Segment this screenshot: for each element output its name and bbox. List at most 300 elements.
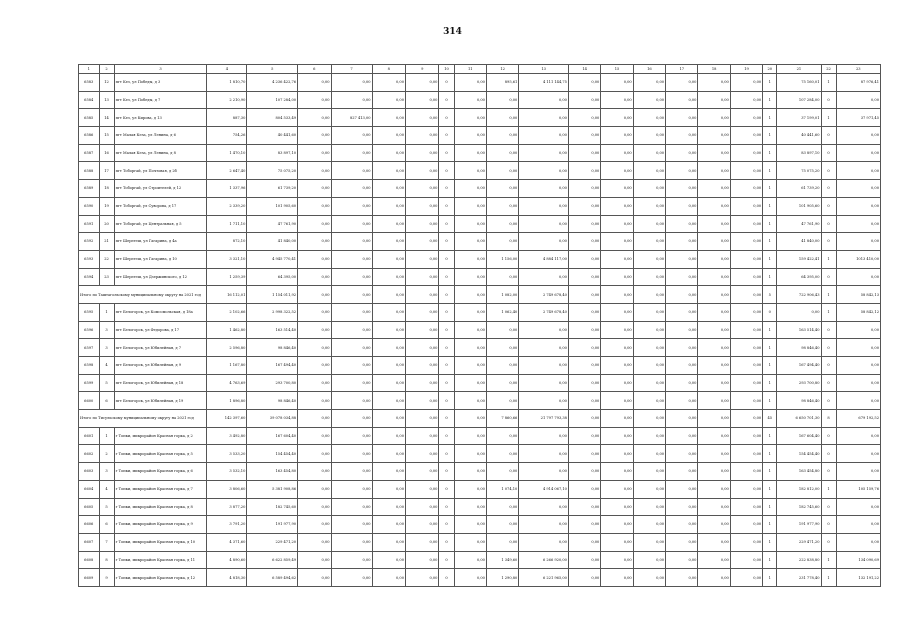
table-cell: 0,00 — [298, 445, 331, 463]
table-cell: 8 — [99, 551, 114, 569]
table-cell: 0,00 — [406, 374, 439, 392]
table-cell: 0,00 — [601, 74, 633, 92]
table-cell: 6602 — [79, 445, 100, 463]
table-cell: 0,00 — [486, 392, 518, 410]
table-cell: 0,00 — [777, 303, 821, 321]
table-cell: 0,00 — [406, 357, 439, 375]
table-cell: 159 422,41 — [777, 250, 821, 268]
address-cell: пгт Кез, ул Победы, д 3 — [114, 74, 207, 92]
total-cell: 21 797 793,38 — [519, 410, 569, 428]
table-cell: 0,00 — [568, 533, 600, 551]
table-cell: 0,00 — [601, 250, 633, 268]
table-cell: 0,00 — [298, 498, 331, 516]
table-cell: 64 395,00 — [247, 268, 298, 286]
table-cell: 0,00 — [372, 74, 405, 92]
table-cell: 0 — [821, 321, 836, 339]
table-cell: 0,00 — [698, 374, 730, 392]
table-cell: 0,00 — [666, 197, 698, 215]
table-cell: 2 — [99, 445, 114, 463]
table-cell: 0,00 — [601, 303, 633, 321]
table-cell: 0,00 — [633, 180, 665, 198]
table-cell: 4 371,60 — [207, 533, 247, 551]
table-cell: 0,00 — [836, 427, 880, 445]
table-cell: 0,00 — [519, 91, 569, 109]
table-cell: 0,00 — [519, 516, 569, 534]
table-cell: 0,00 — [698, 197, 730, 215]
table-cell: 107 284,00 — [247, 91, 298, 109]
table-cell: 182 745,60 — [247, 498, 298, 516]
total-cell: 0 — [439, 410, 454, 428]
table-cell: 0,00 — [601, 357, 633, 375]
table-cell: 1 — [821, 569, 836, 587]
table-cell: 0,00 — [298, 250, 331, 268]
table-cell: 0 — [821, 498, 836, 516]
table-cell: 64 395,00 — [777, 268, 821, 286]
table-cell: 6 622 859,49 — [247, 551, 298, 569]
table-cell: 3 — [99, 321, 114, 339]
table-row — [79, 74, 881, 92]
table-cell: 0,00 — [568, 127, 600, 145]
table-cell: 6594 — [79, 268, 100, 286]
table-cell: 4 — [99, 357, 114, 375]
table-cell: 0,00 — [519, 215, 569, 233]
table-cell: 0,00 — [568, 109, 600, 127]
table-cell: 0,00 — [486, 445, 518, 463]
table-cell: 0,00 — [601, 480, 633, 498]
table-cell: 0,00 — [454, 180, 486, 198]
table-cell: 0 — [439, 233, 454, 251]
table-cell: 0,00 — [730, 533, 762, 551]
table-cell: 0,00 — [666, 463, 698, 481]
table-cell: 0 — [439, 215, 454, 233]
table-row — [79, 480, 881, 498]
table-cell: 0,00 — [568, 321, 600, 339]
address-cell: г Топки, микрорайон Красная горка, д 9 — [114, 516, 207, 534]
table-cell: 0,00 — [601, 427, 633, 445]
table-cell: 6596 — [79, 321, 100, 339]
table-cell: 0,00 — [568, 374, 600, 392]
table-cell: 0,00 — [519, 374, 569, 392]
table-cell: 1 — [763, 374, 777, 392]
table-cell: 0,00 — [568, 74, 600, 92]
table-cell: 0,00 — [486, 498, 518, 516]
table-cell: 0,00 — [372, 392, 405, 410]
table-row — [79, 357, 881, 375]
table-cell: 0,00 — [568, 480, 600, 498]
table-cell: 0 — [821, 374, 836, 392]
table-cell: 0,00 — [698, 250, 730, 268]
table-cell: 0,00 — [486, 127, 518, 145]
table-cell: 0,00 — [454, 480, 486, 498]
table-cell: 0,00 — [331, 480, 372, 498]
table-cell: 0,00 — [331, 498, 372, 516]
table-cell: 0,00 — [454, 144, 486, 162]
table-cell: 15 — [99, 127, 114, 145]
table-cell: 0,00 — [298, 303, 331, 321]
table-cell: 0 — [821, 339, 836, 357]
table-cell: 0,00 — [601, 551, 633, 569]
table-cell: 0,00 — [568, 498, 600, 516]
table-cell: 0 — [439, 463, 454, 481]
table-cell: 0,00 — [331, 374, 372, 392]
table-cell: 827 413,00 — [331, 109, 372, 127]
table-cell: 0,00 — [698, 392, 730, 410]
table-cell: 1 — [763, 91, 777, 109]
table-cell: 0,00 — [666, 516, 698, 534]
table-cell: 0 — [763, 303, 777, 321]
table-cell: 872,10 — [207, 233, 247, 251]
table-cell: 887,30 — [207, 109, 247, 127]
table-cell: 1 — [763, 498, 777, 516]
table-cell: 0,00 — [454, 162, 486, 180]
total-cell: 0,00 — [454, 286, 486, 304]
table-row — [79, 91, 881, 109]
total-cell: 0,00 — [298, 286, 331, 304]
table-cell: 3 — [99, 339, 114, 357]
column-number-header: 11 — [454, 65, 486, 74]
table-cell: 0,00 — [698, 233, 730, 251]
table-cell: 0,00 — [331, 339, 372, 357]
total-cell: 0,00 — [406, 286, 439, 304]
table-cell: 0,00 — [568, 516, 600, 534]
table-cell: 0,00 — [372, 569, 405, 587]
table-cell: 0,00 — [406, 480, 439, 498]
table-cell: 0,00 — [331, 180, 372, 198]
address-cell: пгт Шерегеш, ул Гагарина, д 10 — [114, 250, 207, 268]
table-row — [79, 533, 881, 551]
table-cell: 182 745,60 — [777, 498, 821, 516]
table-cell: 0,00 — [454, 91, 486, 109]
table-cell: 0,00 — [372, 427, 405, 445]
table-cell: 4 945 770,41 — [247, 250, 298, 268]
table-cell: 0 — [439, 127, 454, 145]
table-cell: 229 471,20 — [777, 533, 821, 551]
table-cell: 0,00 — [454, 533, 486, 551]
table-cell: 1 — [763, 268, 777, 286]
table-cell: 0,00 — [698, 144, 730, 162]
total-cell: 0 — [439, 286, 454, 304]
table-cell: 0,00 — [698, 357, 730, 375]
table-cell: 0,00 — [298, 197, 331, 215]
table-cell: 1 — [763, 250, 777, 268]
column-number-header: 5 — [247, 65, 298, 74]
table-cell: 0,00 — [331, 74, 372, 92]
table-cell: 0,00 — [519, 339, 569, 357]
table-cell: 0,00 — [666, 569, 698, 587]
table-cell: 0,00 — [519, 144, 569, 162]
table-cell: 0,00 — [519, 321, 569, 339]
table-cell: 0 — [439, 339, 454, 357]
table-cell: 0,00 — [601, 321, 633, 339]
table-cell: 61 739,20 — [247, 180, 298, 198]
table-cell: 6 221 965,00 — [519, 569, 569, 587]
table-cell: 1 — [99, 427, 114, 445]
table-cell: 1 — [763, 74, 777, 92]
column-number-header: 18 — [698, 65, 730, 74]
address-cell: пгт Тоборгай, ул Суворова, д 17 — [114, 197, 207, 215]
table-row — [79, 463, 881, 481]
table-cell: 1 — [763, 569, 777, 587]
table-cell: 37 971,45 — [836, 109, 880, 127]
table-row — [79, 109, 881, 127]
table-cell: 0,00 — [633, 516, 665, 534]
table-cell: 0,00 — [406, 392, 439, 410]
table-cell: 0,00 — [633, 374, 665, 392]
table-row — [79, 197, 881, 215]
table-cell: 98 846,40 — [777, 392, 821, 410]
table-cell: 0,00 — [298, 569, 331, 587]
table-cell: 0,00 — [666, 551, 698, 569]
column-number-header: 22 — [821, 65, 836, 74]
table-cell: 4 890,60 — [207, 551, 247, 569]
table-cell: 0 — [439, 180, 454, 198]
table-cell: 0 — [439, 427, 454, 445]
total-cell: 6 650 701,30 — [777, 410, 821, 428]
table-row — [79, 127, 881, 145]
table-cell: 0,00 — [666, 339, 698, 357]
table-cell: 0,00 — [730, 233, 762, 251]
table-cell: 0,00 — [633, 127, 665, 145]
table-row — [79, 180, 881, 198]
table-cell: 0,00 — [331, 197, 372, 215]
table-cell: 16 — [99, 144, 114, 162]
address-cell: пгт Кез, ул Победы, д 7 — [114, 91, 207, 109]
table-cell: 98 846,40 — [247, 392, 298, 410]
table-cell: 0,00 — [601, 498, 633, 516]
table-cell: 75 160,01 — [777, 74, 821, 92]
table-cell: 0,00 — [331, 533, 372, 551]
table-cell: 0,00 — [730, 480, 762, 498]
table-cell: 47 761,90 — [247, 215, 298, 233]
table-row — [79, 445, 881, 463]
table-cell: 0,00 — [633, 215, 665, 233]
table-cell: 1 — [763, 392, 777, 410]
table-cell: 0,00 — [601, 215, 633, 233]
table-cell: 0,00 — [601, 144, 633, 162]
table-cell: 1 896,80 — [207, 392, 247, 410]
table-cell: 0,00 — [298, 551, 331, 569]
table-cell: 0,00 — [568, 215, 600, 233]
table-cell: 4 — [99, 480, 114, 498]
table-cell: 0 — [439, 374, 454, 392]
table-cell: 0,00 — [486, 144, 518, 162]
total-cell: 0,00 — [666, 410, 698, 428]
table-cell: 3 791,20 — [207, 516, 247, 534]
table-cell: 0 — [439, 516, 454, 534]
table-cell: 0,00 — [298, 180, 331, 198]
table-cell: 167 494,40 — [777, 357, 821, 375]
column-number-header: 3 — [114, 65, 207, 74]
table-row — [79, 339, 881, 357]
table-cell: 0,00 — [454, 357, 486, 375]
table-cell: 4 914 067,10 — [519, 480, 569, 498]
table-cell: 0,00 — [633, 250, 665, 268]
table-cell: 0,00 — [298, 357, 331, 375]
table-cell: 1 — [763, 516, 777, 534]
address-cell: пгт Тоборгай, ул Строителей, д 12 — [114, 180, 207, 198]
table-cell: 0,00 — [698, 569, 730, 587]
table-cell: 0 — [439, 445, 454, 463]
table-cell: 0,00 — [568, 551, 600, 569]
table-cell: 0,00 — [519, 463, 569, 481]
table-cell: 0,00 — [406, 180, 439, 198]
table-cell: 4 884 117,00 — [519, 250, 569, 268]
table-cell: 0,00 — [836, 215, 880, 233]
table-cell: 0,00 — [519, 127, 569, 145]
table-cell: 0,00 — [486, 162, 518, 180]
table-cell: 0,00 — [666, 445, 698, 463]
table-cell: 154 454,40 — [247, 445, 298, 463]
table-cell: 3 806,60 — [207, 480, 247, 498]
table-cell: 0,00 — [698, 215, 730, 233]
table-cell: 0,00 — [568, 427, 600, 445]
table-cell: 0,00 — [698, 74, 730, 92]
table-cell: 163 454,80 — [247, 463, 298, 481]
column-number-header: 9 — [406, 65, 439, 74]
table-cell: 0,00 — [568, 463, 600, 481]
table-cell: 0,00 — [331, 144, 372, 162]
table-cell: 0,00 — [730, 250, 762, 268]
table-cell: 0,00 — [406, 91, 439, 109]
table-cell: 0,00 — [633, 303, 665, 321]
table-cell: 14 — [99, 109, 114, 127]
table-cell: 0 — [439, 392, 454, 410]
table-cell: 804 533,49 — [247, 109, 298, 127]
page-number: 314 — [443, 27, 462, 37]
table-cell: 0,00 — [836, 463, 880, 481]
table-cell: 0,00 — [454, 551, 486, 569]
table-cell: 87 976,41 — [836, 74, 880, 92]
column-number-header: 6 — [298, 65, 331, 74]
table-cell: 1 290,80 — [486, 569, 518, 587]
table-cell: 229 471,20 — [247, 533, 298, 551]
table-cell: 0,00 — [633, 74, 665, 92]
table-cell: 0,00 — [633, 162, 665, 180]
table-cell: 0 — [821, 445, 836, 463]
address-cell: пгт Шерегеш, ул Дзержинского, д 12 — [114, 268, 207, 286]
table-cell: 0,00 — [372, 463, 405, 481]
table-cell: 0,00 — [568, 268, 600, 286]
total-cell: 0,00 — [372, 286, 405, 304]
address-cell: г Топки, микрорайон Красная горка, д 11 — [114, 551, 207, 569]
table-cell: 0,00 — [601, 392, 633, 410]
table-cell: 0 — [439, 109, 454, 127]
table-cell: 1 — [763, 533, 777, 551]
table-cell: 6599 — [79, 374, 100, 392]
table-cell: 0,00 — [454, 197, 486, 215]
table-cell: 0 — [821, 91, 836, 109]
table-cell: 0,00 — [698, 321, 730, 339]
table-cell: 40 441,60 — [247, 127, 298, 145]
table-row — [79, 233, 881, 251]
table-cell: 0 — [439, 551, 454, 569]
table-cell: 0,00 — [836, 268, 880, 286]
column-number-header: 17 — [666, 65, 698, 74]
table-cell: 0,00 — [298, 233, 331, 251]
table-cell: 0 — [439, 533, 454, 551]
table-cell: 0,00 — [730, 516, 762, 534]
table-cell: 75 075,20 — [777, 162, 821, 180]
table-cell: 0,00 — [406, 233, 439, 251]
table-cell: 0 — [439, 74, 454, 92]
table-cell: 0,00 — [601, 374, 633, 392]
table-cell: 6606 — [79, 516, 100, 534]
table-cell: 0,00 — [698, 268, 730, 286]
table-cell: 6584 — [79, 91, 100, 109]
table-cell: 0,00 — [406, 533, 439, 551]
table-body — [79, 74, 881, 587]
table-cell: 1 259,39 — [207, 268, 247, 286]
table-cell: 0,00 — [730, 268, 762, 286]
table-cell: 0,00 — [454, 445, 486, 463]
table-cell: 6609 — [79, 569, 100, 587]
table-cell: 0,00 — [730, 303, 762, 321]
address-cell: пгт Белогорск, ул Юбилейная, д 18 — [114, 374, 207, 392]
table-cell: 0,00 — [666, 127, 698, 145]
table-cell: 0,00 — [666, 303, 698, 321]
table-cell: 6 — [99, 516, 114, 534]
table-cell: 0,00 — [601, 180, 633, 198]
table-cell: 0,00 — [568, 197, 600, 215]
table-cell: 75 075,20 — [247, 162, 298, 180]
table-cell: 0,00 — [730, 445, 762, 463]
table-cell: 0,00 — [519, 180, 569, 198]
table-cell: 0,00 — [698, 162, 730, 180]
table-cell: 0,00 — [698, 533, 730, 551]
address-cell: пгт Белогорск, ул Федорова, д 17 — [114, 321, 207, 339]
table-cell: 0,00 — [298, 91, 331, 109]
total-cell: 0,00 — [372, 410, 405, 428]
address-cell: г Топки, микрорайон Красная горка, д 5 — [114, 445, 207, 463]
table-cell: 0,00 — [836, 91, 880, 109]
table-cell: 5 — [99, 498, 114, 516]
table-cell: 0,00 — [406, 427, 439, 445]
table-cell: 0,00 — [331, 445, 372, 463]
table-cell: 0,00 — [836, 339, 880, 357]
table-cell: 41 840,00 — [247, 233, 298, 251]
table-cell: 1 — [821, 250, 836, 268]
table-cell: 0,00 — [601, 339, 633, 357]
table-cell: 0,00 — [372, 144, 405, 162]
address-cell: пгт Тоборгай, ул Почтовая, д 2б — [114, 162, 207, 180]
table-cell: 0,00 — [730, 74, 762, 92]
table-cell: 0 — [439, 321, 454, 339]
column-number-header: 8 — [372, 65, 405, 74]
table-cell: 0,00 — [406, 74, 439, 92]
table-cell: 0,00 — [331, 321, 372, 339]
table-cell: 0,00 — [454, 127, 486, 145]
total-cell: 0,00 — [730, 410, 762, 428]
table-cell: 0,00 — [730, 127, 762, 145]
table-cell: 6592 — [79, 233, 100, 251]
table-cell: 0,00 — [836, 197, 880, 215]
table-cell: 0,00 — [298, 144, 331, 162]
table-cell: 0,00 — [406, 498, 439, 516]
table-cell: 0,00 — [633, 233, 665, 251]
table-cell: 0,00 — [633, 392, 665, 410]
table-cell: 167 604,40 — [247, 427, 298, 445]
table-cell: 0,00 — [486, 516, 518, 534]
table-cell: 0,00 — [666, 233, 698, 251]
table-cell: 1 — [763, 339, 777, 357]
address-cell: пгт Малая Кеза, ул Ленина, д 8 — [114, 144, 207, 162]
table-cell: 6 266 920,00 — [519, 551, 569, 569]
table-cell: 0 — [439, 197, 454, 215]
table-cell: 101 905,60 — [777, 197, 821, 215]
table-cell: 0,00 — [331, 303, 372, 321]
table-cell: 0 — [439, 268, 454, 286]
table-cell: 0,00 — [568, 357, 600, 375]
